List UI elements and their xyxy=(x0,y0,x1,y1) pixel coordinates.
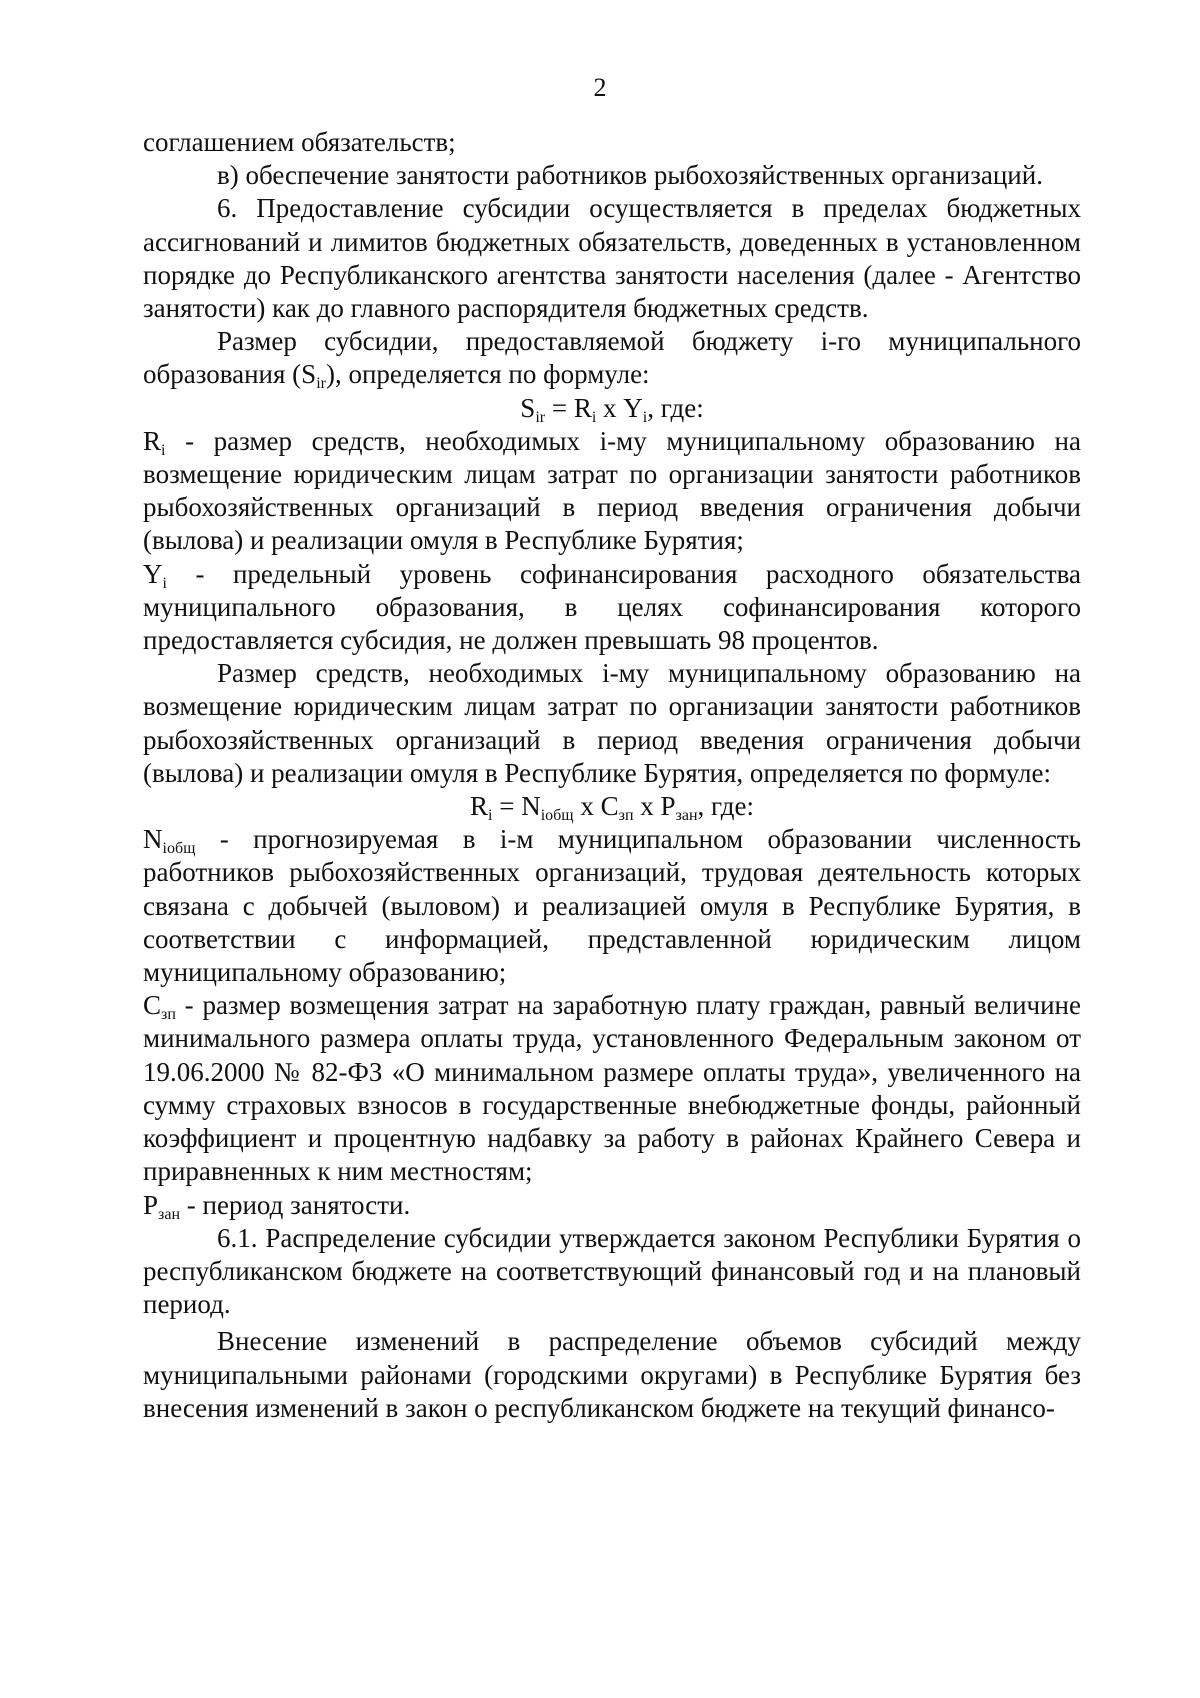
subscript: iобщ xyxy=(540,807,574,825)
formula-symbol: = N xyxy=(492,791,541,822)
formula-symbol: = R xyxy=(545,392,592,423)
formula-symbol: S xyxy=(520,392,536,423)
definition-y xyxy=(143,558,1081,658)
paragraph-6-1: 6.1. Распределение субсидии утверждается законом Республики Бурятия о республиканском бюджете на соответствующий финансовый год и на плановый период. xyxy=(143,1222,1081,1320)
paragraph-changes: Внесение изменений в распределение объемов субсидий между муниципальными районами (городскими округами) в Республике Бурятия без внесения изменений в закон о республиканском бюджете на текущий финансо- xyxy=(143,1326,1081,1423)
definition-symbol: N xyxy=(143,824,163,855)
formula-subsidy xyxy=(143,392,1081,425)
formula-symbol: х С xyxy=(573,791,619,822)
document-body xyxy=(143,126,1081,1425)
definition-c xyxy=(143,989,1081,1188)
subscript: зан xyxy=(675,807,698,825)
text-run: ), определяется по формуле: xyxy=(325,359,650,390)
subscript: i xyxy=(488,807,493,825)
paragraph-6: 6. Предоставление субсидии осуществляется в пределах бюджетных ассигнований и лимитов бюджетных обязательств, доведенных в установленном порядке до Республиканского агентства занятости населения (далее - Агентство занятости) как до главного распорядителя бюджетных средств. xyxy=(143,193,1081,324)
definition-symbol: Y xyxy=(143,558,163,589)
text-run: Размер субсидии, предоставляемой бюджету i-го муниципального образования (S xyxy=(143,326,1081,390)
definition-text: - размер возмещения затрат на заработную плату граждан, равный величине минимального размера оплаты труда, установленного Федеральным законом от 19.06.2000 № 82-ФЗ «О минимальном размере оплаты труда», увеличенного на сумму страховых взносов в государственные внебюджетные фонды, районный коэффициент и процентную надбавку за работу в районах Крайнего Севера и приравненных к ним местностям; xyxy=(143,990,1081,1187)
paragraph-item-v: в) обеспечение занятости работников рыбохозяйственных организаций. xyxy=(217,160,1043,191)
definition-symbol: Р xyxy=(143,1189,159,1220)
subscript: i xyxy=(642,408,648,426)
definition-text: - предельный уровень софинансирования расходного обязательства муниципального образования, в целях софинансирования которого предоставляется субсидия, не должен превышать 98 процентов. xyxy=(143,558,1081,656)
definition-text: - период занятости. xyxy=(180,1189,411,1220)
subscript: зан xyxy=(158,1205,181,1223)
formula-symbol: х Y xyxy=(596,392,643,423)
paragraph-subsidy-size xyxy=(143,325,1081,391)
definition-text: - прогнозируемая в i-м муниципальном образовании численность работников рыбохозяйственных организаций, трудовая деятельность которых связана с добычей (выловом) и реализацией омуля в Республике Бурятия, в соответствии с информацией, представленной юридическим лицом муниципальному образованию; xyxy=(143,824,1081,988)
formula-symbol: R xyxy=(470,791,489,822)
subscript: i xyxy=(591,408,597,426)
definition-p xyxy=(143,1189,1081,1222)
subscript: зп xyxy=(618,807,634,825)
paragraph-continuation: соглашением обязательств; xyxy=(143,127,456,157)
formula-tail: , где: xyxy=(647,392,704,423)
subscript: ir xyxy=(535,408,546,426)
subscript: i xyxy=(161,441,166,459)
formula-funds xyxy=(143,790,1081,823)
definition-n xyxy=(143,823,1081,989)
subscript: iобщ xyxy=(162,840,196,858)
formula-symbol: х Р xyxy=(633,791,676,822)
page-number: 2 xyxy=(593,73,607,102)
subscript: i xyxy=(162,574,167,592)
definition-r xyxy=(143,425,1081,558)
definition-symbol: R xyxy=(143,425,162,456)
formula-tail: , где: xyxy=(697,791,754,822)
subscript: ir xyxy=(316,375,326,393)
subscript: зп xyxy=(161,1006,176,1024)
paragraph-funds-size: Размер средств, необходимых i-му муниципальному образованию на возмещение юридическим лицам затрат по организации занятости работников рыбохозяйственных организаций в период введения ограничения добычи (вылова) и реализации омуля в Республике Бурятия, определяется по формуле: xyxy=(143,658,1081,788)
definition-text: - размер средств, необходимых i-му муниципальному образованию на возмещение юридическим лицам затрат по организации занятости работников рыбохозяйственных организаций в период введения ограничения добычи (вылова) и реализации омуля в Республике Бурятия; xyxy=(143,425,1081,556)
definition-symbol: С xyxy=(143,990,162,1021)
